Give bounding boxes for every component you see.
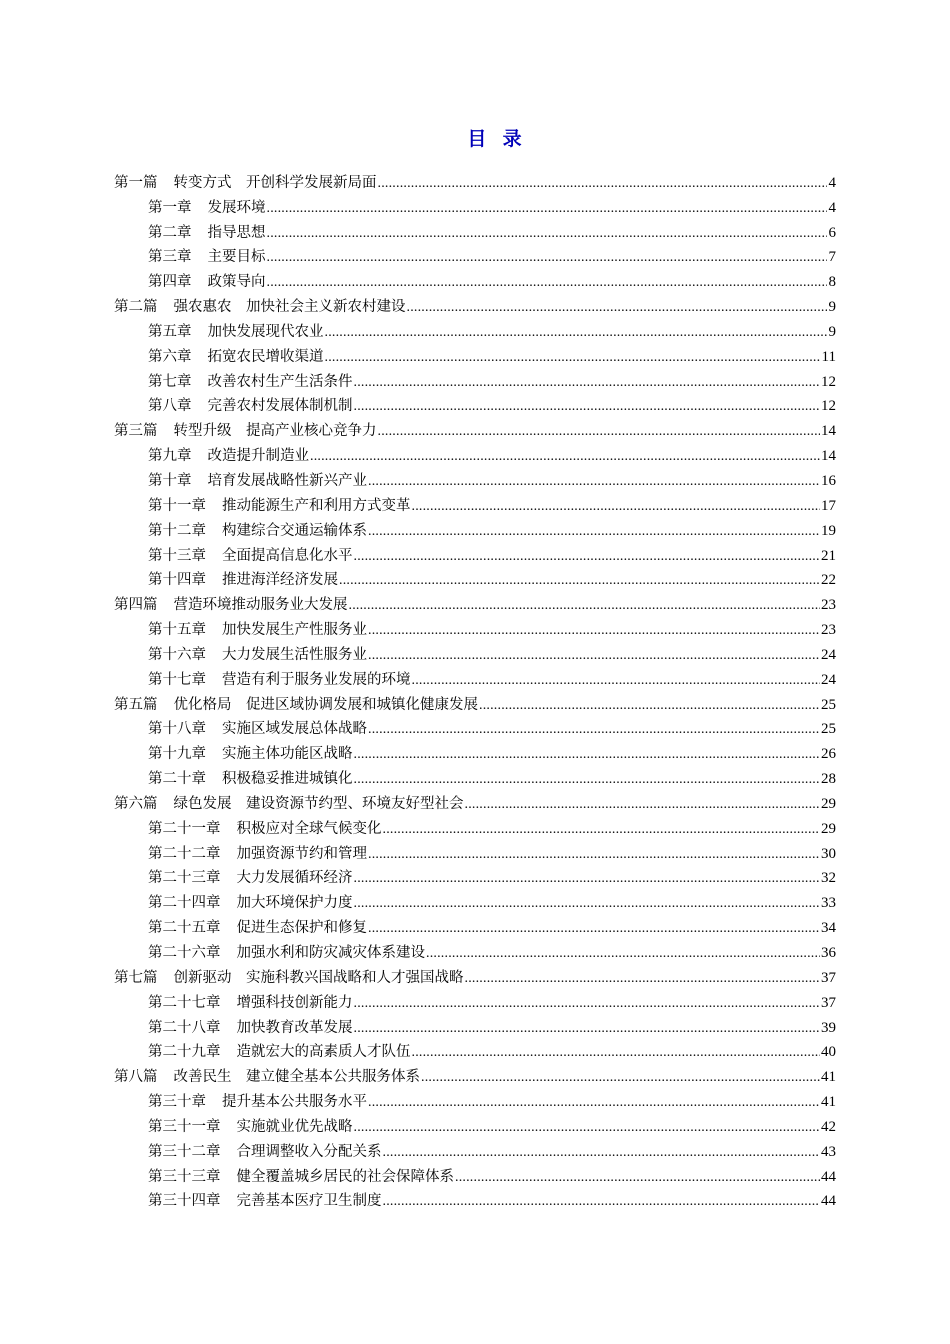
- toc-entry-number: 第十五章: [148, 622, 206, 639]
- toc-dot-leader: [325, 324, 828, 342]
- toc-dot-leader: [354, 895, 821, 913]
- toc-dot-leader: [407, 299, 828, 317]
- toc-dot-leader: [267, 225, 828, 243]
- toc-entry-label: 主要目标: [207, 249, 266, 266]
- toc-entry-page: 4: [828, 199, 836, 216]
- toc-chapter-entry[interactable]: [114, 1137, 836, 1162]
- toc-entry-number: 第十七章: [148, 671, 206, 688]
- toc-dot-leader: [354, 398, 821, 416]
- toc-dot-leader: [455, 1169, 820, 1187]
- toc-entry-label: 大力发展生活性服务业: [222, 646, 367, 663]
- toc-entry-number: 第三十三章: [148, 1168, 221, 1185]
- toc-entry-number: 第七篇: [114, 969, 158, 986]
- toc-entry-label: 营造环境推动服务业大发展: [173, 597, 348, 614]
- toc-chapter-entry[interactable]: [114, 267, 836, 292]
- toc-chapter-entry[interactable]: [114, 988, 836, 1013]
- toc-entry-page: 22: [821, 572, 836, 589]
- toc-entry-label: 加大环境保护力度: [236, 895, 353, 912]
- toc-chapter-entry[interactable]: [114, 913, 836, 938]
- toc-chapter-entry[interactable]: [114, 715, 836, 740]
- toc-dot-leader: [368, 1094, 820, 1112]
- toc-chapter-entry[interactable]: [114, 938, 836, 963]
- toc-entry-label: 增强科技创新能力: [236, 994, 353, 1011]
- toc-entry-page: 29: [821, 795, 836, 812]
- toc-entry-page: 41: [821, 1069, 836, 1086]
- toc-entry-number: 第二十四章: [148, 895, 221, 912]
- toc-part-entry[interactable]: [114, 1062, 836, 1087]
- toc-entry-page: 7: [828, 249, 836, 266]
- toc-entry-page: 9: [828, 323, 836, 340]
- toc-entry-number: 第九章: [148, 448, 192, 465]
- toc-entry-page: 40: [821, 1044, 836, 1061]
- toc-entry-label: 强农惠农 加快社会主义新农村建设: [173, 299, 406, 316]
- toc-dot-leader: [383, 1144, 821, 1162]
- toc-entry-page: 17: [821, 497, 836, 514]
- toc-entry-label: 培育发展战略性新兴产业: [207, 472, 367, 489]
- toc-dot-leader: [368, 920, 820, 938]
- toc-entry-page: 23: [821, 622, 836, 639]
- toc-entry-page: 42: [821, 1118, 836, 1135]
- toc-entry-label: 完善农村发展体制机制: [207, 398, 353, 415]
- toc-chapter-entry[interactable]: [114, 665, 836, 690]
- toc-entry-number: 第二十九章: [148, 1044, 221, 1061]
- toc-entry-page: 37: [821, 994, 836, 1011]
- toc-part-entry[interactable]: [114, 789, 836, 814]
- toc-entry-page: 4: [828, 174, 836, 191]
- toc-entry-number: 第三十章: [148, 1094, 206, 1111]
- toc-entry-label: 实施主体功能区战略: [222, 746, 353, 763]
- toc-dot-leader: [383, 1193, 821, 1211]
- toc-chapter-entry[interactable]: [114, 615, 836, 640]
- toc-chapter-entry[interactable]: [114, 466, 836, 491]
- toc-dot-leader: [368, 523, 820, 541]
- toc-chapter-entry[interactable]: [114, 814, 836, 839]
- toc-entry-page: 24: [821, 646, 836, 663]
- toc-entry-number: 第八章: [148, 398, 192, 415]
- toc-entry-label: 加快教育改革发展: [236, 1019, 353, 1036]
- toc-entry-label: 构建综合交通运输体系: [222, 522, 367, 539]
- toc-dot-leader: [412, 1044, 821, 1062]
- toc-chapter-entry[interactable]: [114, 764, 836, 789]
- toc-entry-page: 21: [821, 547, 836, 564]
- toc-part-entry[interactable]: [114, 292, 836, 317]
- toc-entry-label: 推进海洋经济发展: [222, 572, 338, 589]
- toc-chapter-entry[interactable]: [114, 1162, 836, 1187]
- toc-entry-label: 指导思想: [207, 224, 266, 241]
- toc-chapter-entry[interactable]: [114, 516, 836, 541]
- toc-chapter-entry[interactable]: [114, 367, 836, 392]
- toc-chapter-entry[interactable]: [114, 491, 836, 516]
- toc-chapter-entry[interactable]: [114, 1112, 836, 1137]
- toc-entry-label: 加强资源节约和管理: [236, 845, 367, 862]
- toc-entry-page: 14: [821, 423, 836, 440]
- toc-dot-leader: [368, 622, 820, 640]
- toc-part-entry[interactable]: [114, 590, 836, 615]
- toc-dot-leader: [412, 498, 821, 516]
- toc-chapter-entry[interactable]: [114, 193, 836, 218]
- toc-entry-number: 第三篇: [114, 423, 158, 440]
- toc-entry-number: 第十六章: [148, 646, 206, 663]
- toc-entry-label: 合理调整收入分配关系: [236, 1143, 382, 1160]
- toc-entry-label: 改善民生 建立健全基本公共服务体系: [173, 1069, 420, 1086]
- toc-entry-page: 26: [821, 746, 836, 763]
- toc-entry-number: 第二十七章: [148, 994, 221, 1011]
- toc-dot-leader: [325, 349, 821, 367]
- toc-entry-page: 37: [821, 969, 836, 986]
- toc-entry-label: 加快发展现代农业: [207, 323, 324, 340]
- toc-entry-label: 绿色发展 建设资源节约型、环境友好型社会: [173, 795, 464, 812]
- toc-entry-number: 第二十三章: [148, 870, 221, 887]
- toc-dot-leader: [368, 647, 820, 665]
- toc-chapter-entry[interactable]: [114, 441, 836, 466]
- toc-entry-label: 营造有利于服务业发展的环境: [222, 671, 411, 688]
- toc-entry-page: 32: [821, 870, 836, 887]
- toc-chapter-entry[interactable]: [114, 317, 836, 342]
- toc-entry-label: 转变方式 开创科学发展新局面: [173, 174, 377, 191]
- toc-entry-number: 第十四章: [148, 572, 206, 589]
- toc-dot-leader: [465, 970, 821, 988]
- toc-entry-number: 第六章: [148, 348, 192, 365]
- toc-dot-leader: [310, 448, 820, 466]
- toc-dot-leader: [354, 771, 821, 789]
- toc-entry-page: 30: [821, 845, 836, 862]
- toc-entry-page: 16: [821, 472, 836, 489]
- toc-entry-page: 12: [821, 373, 836, 390]
- toc-dot-leader: [368, 721, 820, 739]
- toc-dot-leader: [354, 1020, 821, 1038]
- toc-entry-number: 第三十二章: [148, 1143, 221, 1160]
- toc-entry-page: 28: [821, 771, 836, 788]
- toc-entry-number: 第三章: [148, 249, 192, 266]
- toc-entry-page: 19: [821, 522, 836, 539]
- toc-entry-page: 25: [821, 721, 836, 738]
- toc-entry-number: 第五章: [148, 323, 192, 340]
- toc-entry-number: 第二十二章: [148, 845, 221, 862]
- toc-dot-leader: [354, 548, 821, 566]
- toc-entry-page: 12: [821, 398, 836, 415]
- toc-entry-label: 创新驱动 实施科教兴国战略和人才强国战略: [173, 969, 464, 986]
- toc-entry-label: 大力发展循环经济: [236, 870, 353, 887]
- toc-dot-leader: [378, 423, 821, 441]
- toc-entry-page: 9: [828, 299, 836, 316]
- toc-dot-leader: [354, 995, 821, 1013]
- toc-entry-page: 6: [828, 224, 836, 241]
- toc-chapter-entry[interactable]: [114, 640, 836, 665]
- toc-chapter-entry[interactable]: [114, 392, 836, 417]
- toc-chapter-entry[interactable]: [114, 342, 836, 367]
- toc-entry-label: 政策导向: [207, 274, 266, 291]
- toc-entry-page: 34: [821, 920, 836, 937]
- toc-dot-leader: [354, 1119, 821, 1137]
- toc-entry-label: 加快发展生产性服务业: [222, 622, 367, 639]
- toc-chapter-entry[interactable]: [114, 218, 836, 243]
- toc-dot-leader: [368, 473, 820, 491]
- toc-chapter-entry[interactable]: [114, 1087, 836, 1112]
- toc-entry-page: 8: [828, 274, 836, 291]
- toc-entry-number: 第二十六章: [148, 945, 221, 961]
- toc-entry-page: 44: [821, 1193, 836, 1210]
- toc-dot-leader: [354, 870, 821, 888]
- toc-entry-number: 第三十四章: [148, 1193, 221, 1210]
- toc-entry-number: 第六篇: [114, 795, 158, 812]
- toc-entry-number: 第十九章: [148, 746, 206, 763]
- toc-dot-leader: [383, 821, 821, 839]
- toc-entry-page: 33: [821, 895, 836, 912]
- toc-entry-number: 第十八章: [148, 721, 206, 738]
- toc-entry-number: 第五篇: [114, 696, 158, 713]
- toc-entry-label: 完善基本医疗卫生制度: [236, 1193, 382, 1210]
- toc-dot-leader: [339, 572, 820, 590]
- toc-dot-leader: [267, 249, 828, 267]
- toc-chapter-entry[interactable]: [114, 1187, 836, 1212]
- toc-entry-page: 36: [821, 945, 836, 961]
- toc-entry-page: 29: [821, 820, 836, 837]
- toc-entry-number: 第四篇: [114, 597, 158, 614]
- toc-dot-leader: [354, 374, 821, 392]
- toc-chapter-entry[interactable]: [114, 566, 836, 591]
- toc-entry-number: 第十章: [148, 472, 192, 489]
- toc-title: 目 录: [467, 128, 523, 150]
- toc-entry-label: 改造提升制造业: [207, 448, 309, 465]
- toc-chapter-entry[interactable]: [114, 739, 836, 764]
- toc-entry-number: 第二篇: [114, 299, 158, 316]
- toc-entry-page: 14: [821, 448, 836, 465]
- toc-part-entry[interactable]: [114, 416, 836, 441]
- toc-entry-label: 改善农村生产生活条件: [207, 373, 353, 390]
- toc-entry-page: 44: [821, 1168, 836, 1185]
- toc-dot-leader: [368, 846, 820, 864]
- toc-entry-number: 第十二章: [148, 522, 206, 539]
- toc-entry-number: 第四章: [148, 274, 192, 291]
- toc-entry-number: 第七章: [148, 373, 192, 390]
- toc-entry-label: 转型升级 提高产业核心竞争力: [173, 423, 377, 440]
- toc-dot-leader: [426, 945, 820, 963]
- toc-entry-label: 优化格局 促进区域协调发展和城镇化健康发展: [173, 696, 478, 713]
- toc-chapter-entry[interactable]: [114, 864, 836, 889]
- toc-entry-number: 第二十章: [148, 771, 206, 788]
- toc-entry-label: 实施区域发展总体战略: [222, 721, 367, 738]
- toc-entry-label: 提升基本公共服务水平: [222, 1094, 367, 1111]
- toc-dot-leader: [479, 697, 820, 715]
- toc-dot-leader: [354, 746, 821, 764]
- toc-part-entry[interactable]: [114, 168, 836, 193]
- toc-dot-leader: [267, 200, 828, 218]
- toc-entry-page: 24: [821, 671, 836, 688]
- toc-chapter-entry[interactable]: [114, 243, 836, 268]
- toc-dot-leader: [378, 175, 828, 193]
- toc-entry-number: 第一章: [148, 199, 192, 216]
- toc-part-entry[interactable]: [114, 690, 836, 715]
- toc-entry-label: 促进生态保护和修复: [236, 920, 367, 937]
- toc-entry-page: 39: [821, 1019, 836, 1036]
- toc-entry-number: 第一篇: [114, 174, 158, 191]
- toc-dot-leader: [465, 796, 821, 814]
- toc-entry-label: 推动能源生产和利用方式变革: [222, 497, 411, 514]
- toc-entry-number: 第十三章: [148, 547, 206, 564]
- toc-entry-page: 25: [821, 696, 836, 713]
- toc-chapter-entry[interactable]: [114, 839, 836, 864]
- toc-entry-page: 41: [821, 1094, 836, 1111]
- toc-list: [114, 168, 836, 1211]
- toc-entry-number: 第三十一章: [148, 1118, 221, 1135]
- toc-entry-page: 43: [821, 1143, 836, 1160]
- toc-entry-label: 全面提高信息化水平: [222, 547, 353, 564]
- toc-dot-leader: [267, 274, 828, 292]
- toc-chapter-entry[interactable]: [114, 1038, 836, 1063]
- toc-part-entry[interactable]: [114, 963, 836, 988]
- toc-dot-leader: [421, 1069, 820, 1087]
- toc-entry-label: 健全覆盖城乡居民的社会保障体系: [236, 1168, 454, 1185]
- toc-entry-number: 第二十五章: [148, 920, 221, 937]
- toc-entry-number: 第八篇: [114, 1069, 158, 1086]
- toc-entry-label: 发展环境: [207, 199, 266, 216]
- toc-entry-number: 第二十八章: [148, 1019, 221, 1036]
- toc-entry-label: 造就宏大的高素质人才队伍: [236, 1044, 411, 1061]
- toc-entry-page: 23: [821, 597, 836, 614]
- toc-dot-leader: [349, 597, 821, 615]
- toc-entry-label: 积极应对全球气候变化: [236, 820, 382, 837]
- toc-entry-label: 加强水利和防灾减灾体系建设: [236, 945, 425, 961]
- toc-entry-page: 11: [821, 348, 836, 365]
- toc-entry-number: 第二章: [148, 224, 192, 241]
- toc-entry-label: 积极稳妥推进城镇化: [222, 771, 353, 788]
- toc-dot-leader: [412, 672, 821, 690]
- toc-entry-label: 实施就业优先战略: [236, 1118, 353, 1135]
- toc-chapter-entry[interactable]: [114, 888, 836, 913]
- toc-chapter-entry[interactable]: [114, 541, 836, 566]
- toc-chapter-entry[interactable]: [114, 1013, 836, 1038]
- toc-entry-number: 第十一章: [148, 497, 206, 514]
- toc-entry-number: 第二十一章: [148, 820, 221, 837]
- toc-entry-label: 拓宽农民增收渠道: [207, 348, 324, 365]
